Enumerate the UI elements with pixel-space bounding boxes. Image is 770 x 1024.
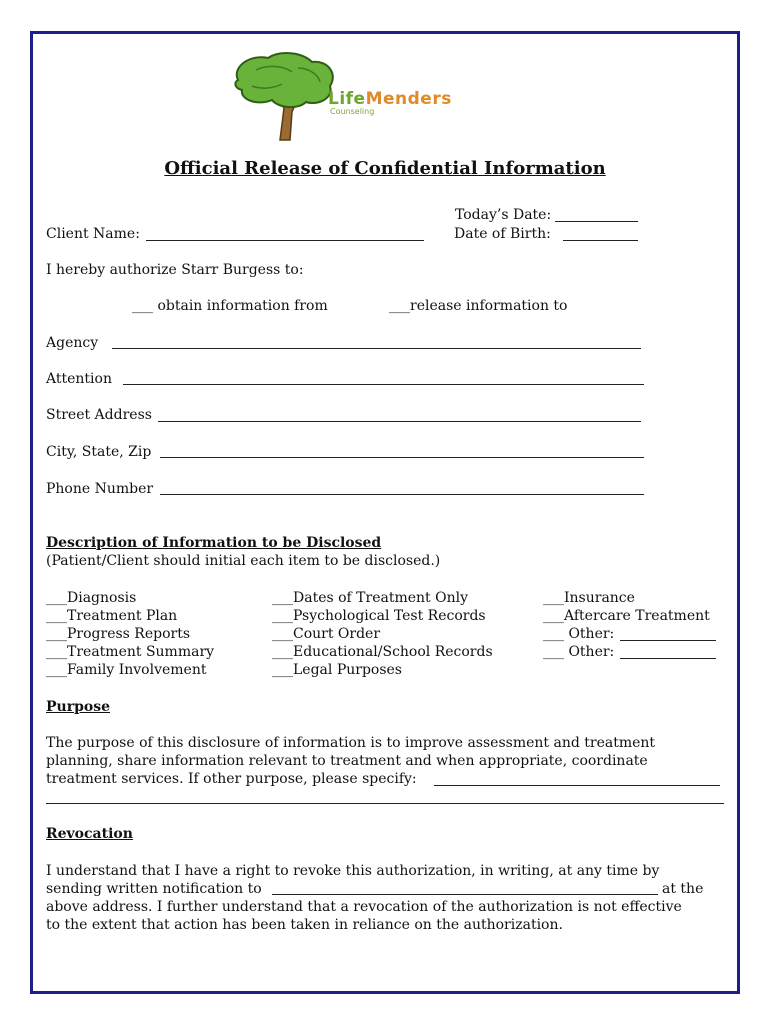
authorize-text: I hereby authorize Starr Burgess to: [46, 262, 304, 278]
item-court-order[interactable]: ___Court Order [272, 626, 381, 642]
purpose-line2: planning, share information relevant to treatment and when appropriate, coordinate [46, 753, 648, 769]
todays-date-field[interactable] [555, 221, 638, 222]
item-other-2[interactable]: ___ Other: [543, 644, 615, 660]
item-dates-of-treatment[interactable]: ___Dates of Treatment Only [272, 590, 468, 606]
attention-label: Attention [46, 371, 112, 387]
agency-label: Agency [46, 335, 99, 351]
client-name-field[interactable] [146, 240, 424, 241]
phone-label: Phone Number [46, 481, 154, 497]
option-release[interactable]: ___release information to [389, 298, 568, 314]
revocation-line3: above address. I further understand that a revocation of the authorization is not effective [46, 899, 682, 915]
item-educational-records[interactable]: ___Educational/School Records [272, 644, 493, 660]
page-title: Official Release of Confidential Information [164, 158, 606, 179]
other-2-field[interactable] [620, 658, 716, 659]
description-note: (Patient/Client should initial each item to be disclosed.) [46, 553, 441, 569]
city-field[interactable] [160, 457, 644, 458]
item-treatment-plan[interactable]: ___Treatment Plan [46, 608, 178, 624]
revocation-line2b: at the [662, 881, 704, 897]
purpose-heading: Purpose [46, 699, 110, 715]
notification-recipient-field[interactable] [272, 894, 658, 895]
street-label: Street Address [46, 407, 152, 423]
item-other-1[interactable]: ___ Other: [543, 626, 615, 642]
logo-brand [328, 89, 452, 109]
item-treatment-summary[interactable]: ___Treatment Summary [46, 644, 215, 660]
option-obtain[interactable]: ___ obtain information from [132, 298, 328, 314]
dob-label: Date of Birth: [454, 226, 551, 242]
item-progress-reports[interactable]: ___Progress Reports [46, 626, 191, 642]
revocation-line2a: sending written notification to [46, 881, 262, 897]
phone-field[interactable] [160, 494, 644, 495]
item-psych-test-records[interactable]: ___Psychological Test Records [272, 608, 486, 624]
item-family-involvement[interactable]: ___Family Involvement [46, 662, 207, 678]
item-legal-purposes[interactable]: ___Legal Purposes [272, 662, 402, 678]
purpose-specify-field-2[interactable] [46, 803, 724, 804]
city-label: City, State, Zip [46, 444, 152, 460]
logo-brand-part1: Life [328, 89, 366, 109]
item-diagnosis[interactable]: ___Diagnosis [46, 590, 137, 606]
revocation-heading: Revocation [46, 826, 133, 842]
agency-field[interactable] [112, 348, 641, 349]
item-aftercare[interactable]: ___Aftercare Treatment [543, 608, 710, 624]
attention-field[interactable] [123, 384, 644, 385]
purpose-line1: The purpose of this disclosure of information is to improve assessment and treatment [46, 735, 656, 751]
todays-date-label: Today’s Date: [455, 207, 552, 223]
dob-field[interactable] [563, 240, 638, 241]
purpose-line3: treatment services. If other purpose, please specify: [46, 771, 417, 787]
item-insurance[interactable]: ___Insurance [543, 590, 635, 606]
client-name-label: Client Name: [46, 226, 140, 242]
tree-logo-icon [228, 50, 340, 142]
revocation-line4: to the extent that action has been taken in reliance on the authorization. [46, 917, 563, 933]
street-field[interactable] [158, 421, 641, 422]
logo-subtitle: Counseling [330, 107, 375, 116]
logo-brand-part2: Menders [365, 89, 452, 109]
revocation-line1: I understand that I have a right to revoke this authorization, in writing, at any time by [46, 863, 660, 879]
description-heading: Description of Information to be Disclosed [46, 535, 382, 551]
purpose-specify-field[interactable] [434, 785, 720, 786]
other-1-field[interactable] [620, 640, 716, 641]
